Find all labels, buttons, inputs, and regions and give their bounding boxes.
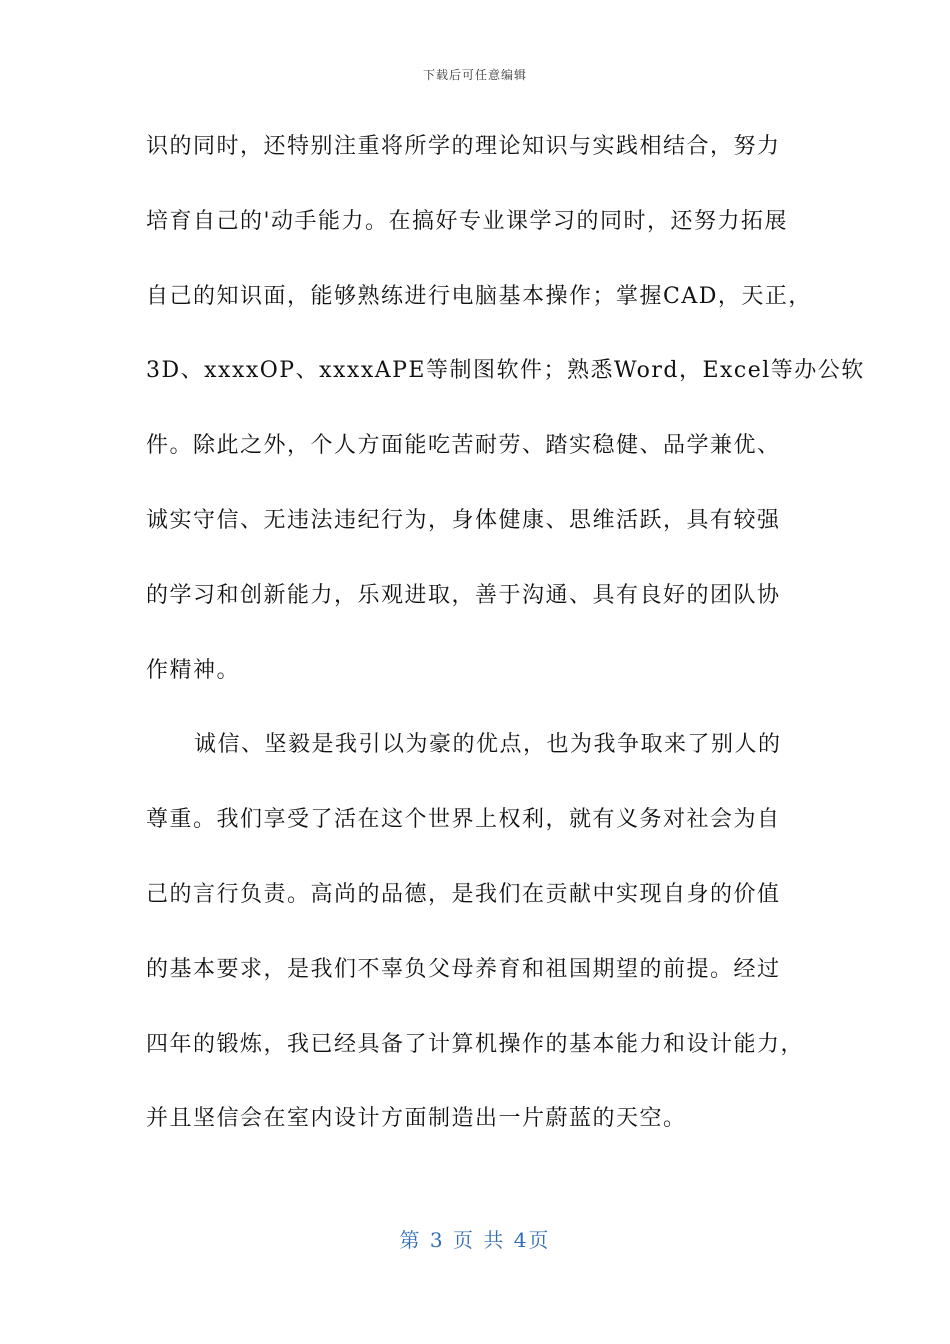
page-number-footer: 第 3 页 共 4页 [399,1228,551,1252]
text-line: 培育自己的'动手能力。在搞好专业课学习的同时，还努力拓展 [146,208,789,234]
text-line: 并且坚信会在室内设计方面制造出一片蔚蓝的天空。 [146,1106,687,1132]
text-line: 作精神。 [146,657,241,683]
text-line: 诚实守信、无违法违纪行为，身体健康、思维活跃，具有较强 [146,507,781,533]
text-line: 自己的知识面，能够熟练进行电脑基本操作；掌握CAD，天正， [146,283,812,309]
text-line: 识的同时，还特别注重将所学的理论知识与实践相结合，努力 [146,134,781,159]
text-line: 诚信、坚毅是我引以为豪的优点，也为我争取来了别人的 [194,732,782,758]
text-line: 己的言行负责。高尚的品德，是我们在贡献中实现自身的价值 [146,881,781,907]
text-line: 3D、xxxxOP、xxxxAPE等制图软件；熟悉Word，Excel等办公软 [146,358,865,384]
text-line: 件。除此之外，个人方面能吃苦耐劳、踏实稳健、品学兼优、 [146,433,781,459]
document-body [146,110,865,1157]
text-line: 尊重。我们享受了活在这个世界上权利，就有义务对社会为自 [146,807,781,833]
text-line: 的基本要求，是我们不辜负父母养育和祖国期望的前提。经过 [146,956,781,982]
text-line: 的学习和创新能力，乐观进取，善于沟通、具有良好的团队协 [146,582,781,608]
text-line: 四年的锻炼，我已经具备了计算机操作的基本能力和设计能力， [146,1031,805,1057]
page-header: 下载后可任意编辑 [422,68,527,82]
